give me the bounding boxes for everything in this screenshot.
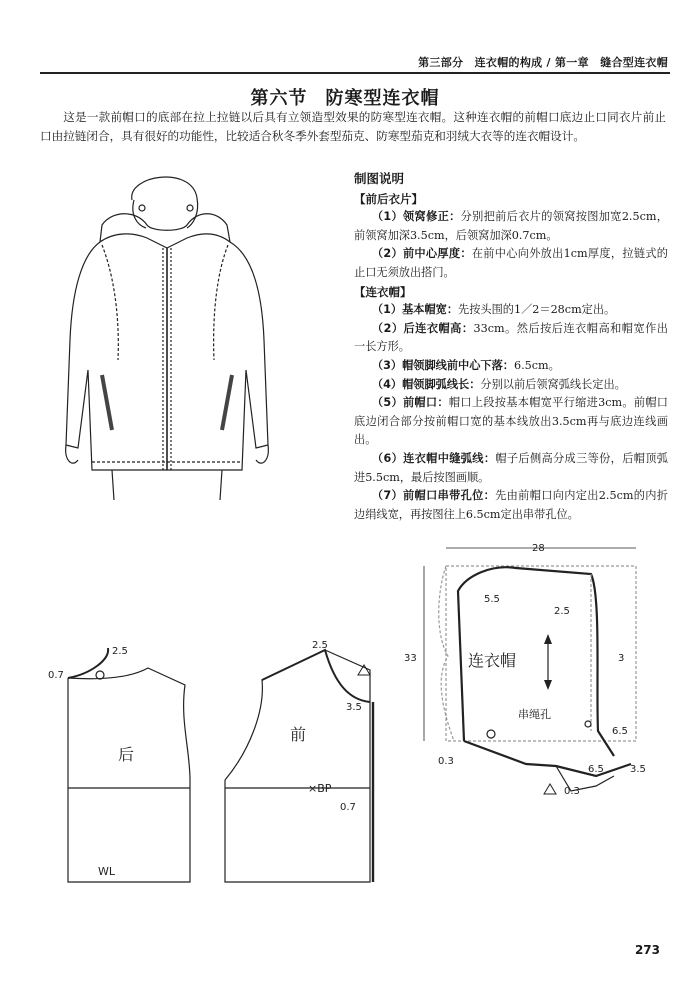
measure-front-center: 0.7	[340, 802, 356, 813]
hood-pattern-diagram	[396, 536, 686, 806]
drafting-notes	[354, 170, 668, 524]
measure-lower: 6.5	[588, 764, 604, 775]
page-number: 273	[634, 943, 660, 957]
measure-back-base: 0.3	[438, 756, 454, 767]
section-name: 防寒型连衣帽	[325, 88, 440, 109]
note-item: （7）前帽口串带孔位：先由前帽口向内定出2.5cm的内折边绢线宽，再按图往上6.5cm定出串带孔位。	[354, 489, 668, 521]
notes-sub-hood: 【连衣帽】	[354, 284, 412, 299]
note-item: （5）前帽口：帽口上段按基本帽宽平行缩进3cm。前帽口底边闭合部分按前帽口宽的基本线放出3.5cm再与底边连线画出。	[354, 396, 668, 447]
hood-label: 连衣帽	[468, 651, 517, 670]
note-item: （2）后连衣帽高：33cm。然后按后连衣帽高和帽宽作出一长方形。	[354, 321, 668, 354]
measure-ext: 3.5	[630, 764, 646, 775]
section-number: 第六节	[250, 88, 308, 109]
note-item: （1）领窝修正：分别把前后衣片的领窝按图加宽2.5cm，前领窝加深3.5cm，后领窝加深0.7cm。	[354, 210, 668, 242]
measure-drop: 6.5	[612, 726, 628, 737]
section-title	[0, 84, 690, 110]
cord-hole-label: 串绳孔	[518, 708, 551, 721]
measure-crown: 5.5	[484, 594, 500, 605]
note-item: （3）帽领脚线前中心下落：6.5cm。	[371, 358, 560, 372]
note-item: （4）帽领脚弧线长：分别以前后领窝弧线长定出。	[371, 377, 626, 391]
back-label: 后	[118, 745, 135, 764]
measure-hood-width: 28	[532, 543, 545, 554]
measure-fold: 2.5	[554, 606, 570, 617]
measure-hood-height: 33	[404, 653, 417, 664]
measure-front-depth: 3.5	[346, 702, 362, 713]
bodice-pattern-diagram	[40, 630, 390, 890]
note-item: （2）前中心厚度：在前中心向外放出1cm厚度，拉链式的止口无须放出搭门。	[354, 247, 668, 279]
notes-sub-bodice: 【前后衣片】	[354, 191, 423, 206]
measure-front-base: 0.3	[564, 786, 580, 797]
note-item: （6）连衣帽中缝弧线：帽子后侧高分成三等份，后帽顶弧进5.5cm，最后按图画顺。	[354, 451, 668, 484]
running-header	[40, 50, 670, 74]
jacket-illustration	[42, 170, 292, 500]
wl-label: WL	[98, 865, 116, 878]
bp-label: ×BP	[308, 782, 332, 795]
notes-heading: 制图说明	[354, 171, 405, 186]
front-label: 前	[290, 725, 307, 744]
note-item: （1）基本帽宽：先按头围的1／2＝28cm定出。	[371, 303, 616, 317]
measure-inset: 3	[618, 653, 625, 664]
intro-paragraph: 这是一款前帽口的底部在拉上拉链以后具有立领造型效果的防寒型连衣帽。这种连衣帽的前帽口底边止口同衣片前止口由拉链闭合，具有很好的功能性，比较适合秋冬季外套型茄克、防寒型茄克和羽绒大衣等的连衣帽设计。	[40, 110, 666, 143]
measure-back-depth: 0.7	[48, 670, 64, 681]
measure-back-neck: 2.5	[112, 646, 128, 657]
header-text: 第三部分 连衣帽的构成 / 第一章 缝合型连衣帽	[418, 56, 668, 69]
measure-front-neck: 2.5	[312, 640, 328, 651]
